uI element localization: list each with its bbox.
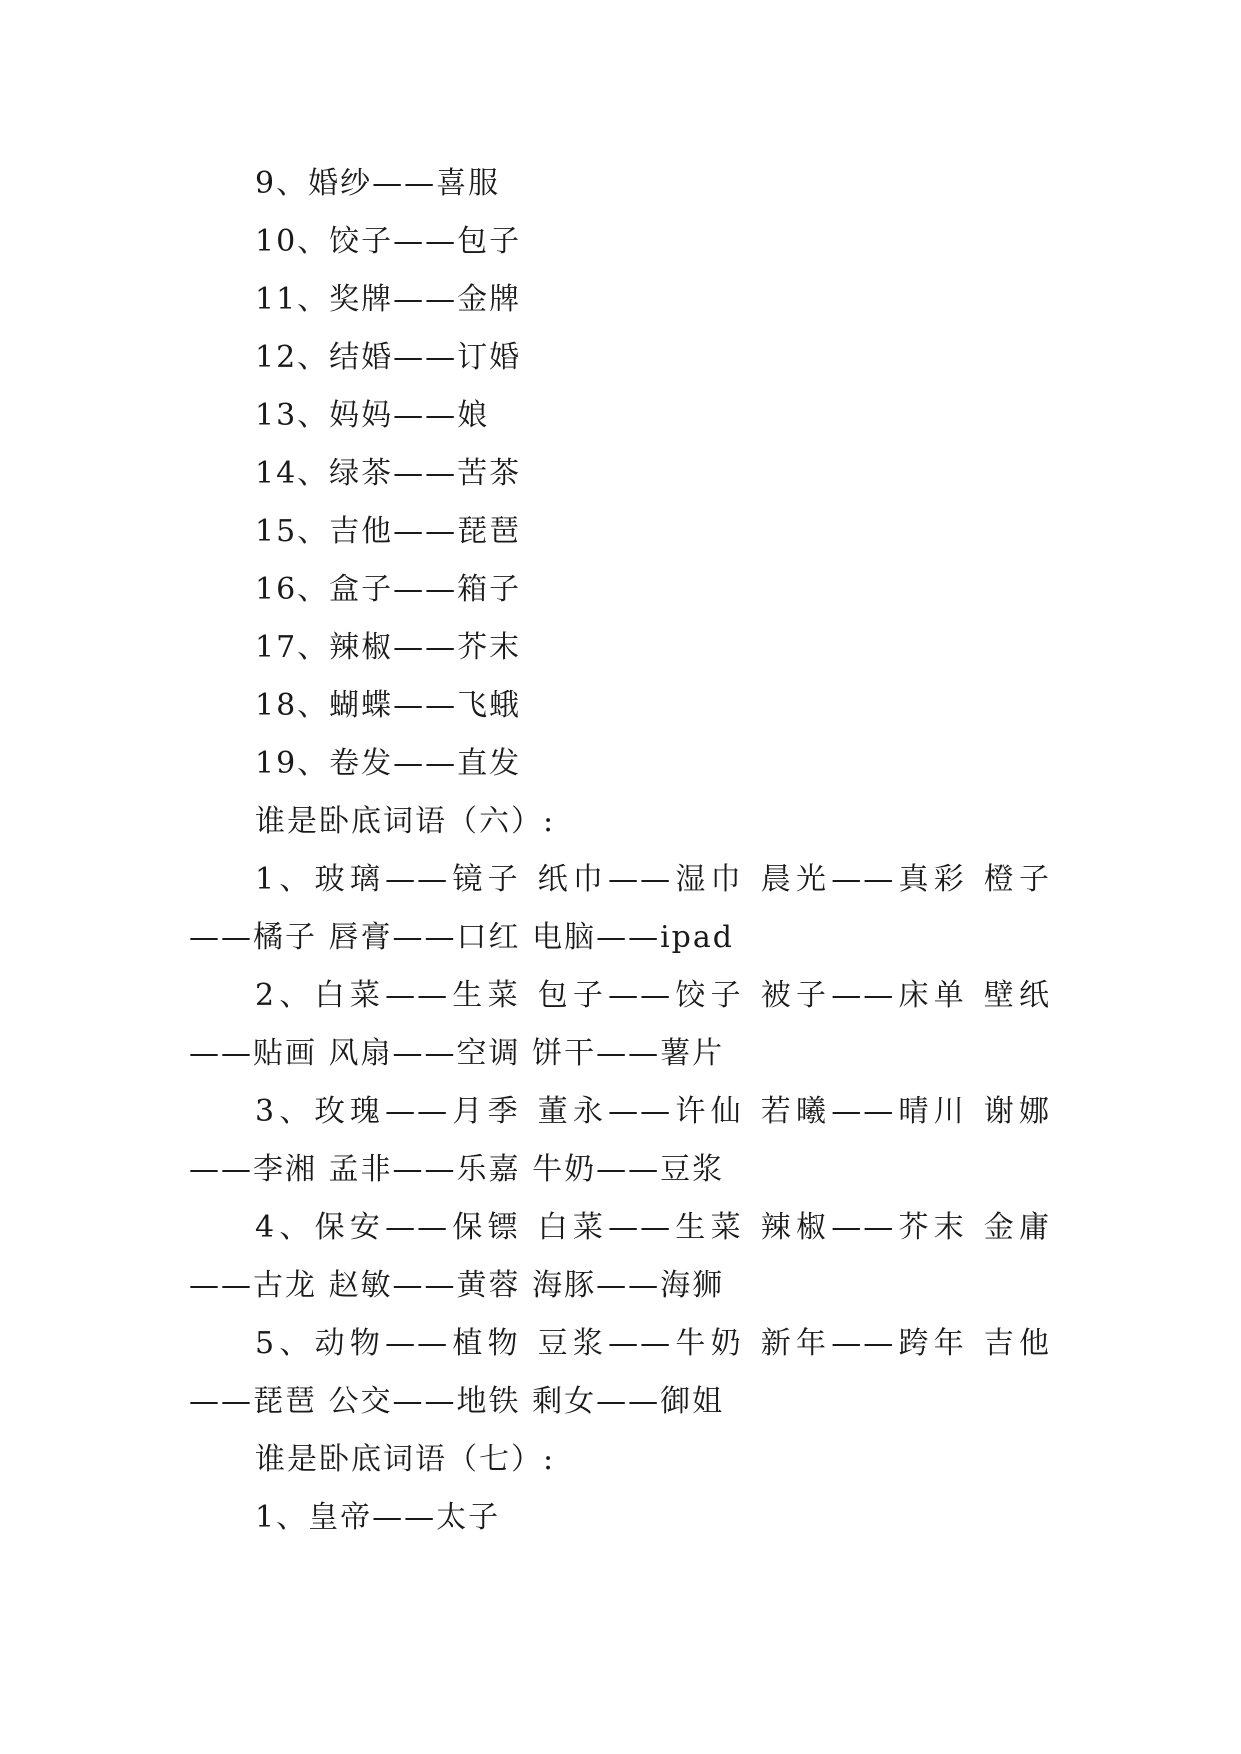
- paragraph-line: ——贴画 风扇——空调 饼干——薯片: [189, 1036, 725, 1071]
- document-body: [189, 155, 1051, 1547]
- paragraph-line: 1、玻璃——镜子 纸巾——湿巾 晨光——真彩 橙子: [255, 862, 1051, 897]
- list-item: 13、妈妈——娘: [255, 398, 490, 433]
- section-heading-7: 谁是卧底词语（七）:: [255, 1442, 556, 1477]
- list-item: 14、绿茶——苦茶: [255, 456, 522, 491]
- list-item: 1、皇帝——太子: [255, 1500, 501, 1535]
- paragraph-line: 4、保安——保镖 白菜——生菜 辣椒——芥末 金庸: [255, 1210, 1051, 1245]
- list-item: 11、奖牌——金牌: [255, 282, 522, 317]
- paragraph-line: 5、动物——植物 豆浆——牛奶 新年——跨年 吉他: [255, 1326, 1051, 1361]
- section-heading-6: 谁是卧底词语（六）:: [255, 804, 556, 839]
- list-item: 12、结婚——订婚: [255, 340, 522, 375]
- paragraph-line: ——琵琶 公交——地铁 剩女——御姐: [189, 1384, 725, 1419]
- list-item: 10、饺子——包子: [255, 224, 522, 259]
- paragraph-line: ——李湘 孟非——乐嘉 牛奶——豆浆: [189, 1152, 725, 1187]
- paragraph-line: 2、白菜——生菜 包子——饺子 被子——床单 壁纸: [255, 978, 1051, 1013]
- paragraph-line: 3、玫瑰——月季 董永——许仙 若曦——晴川 谢娜: [255, 1094, 1051, 1129]
- list-item: 19、卷发——直发: [255, 746, 522, 781]
- list-item: 15、吉他——琵琶: [255, 514, 522, 549]
- list-item: 18、蝴蝶——飞蛾: [255, 688, 522, 723]
- list-item: 16、盒子——箱子: [255, 572, 522, 607]
- paragraph-line: ——橘子 唇膏——口红 电脑——ipad: [189, 920, 734, 955]
- list-item: 17、辣椒——芥末: [255, 630, 522, 665]
- list-item: 9、婚纱——喜服: [255, 166, 501, 201]
- paragraph-line: ——古龙 赵敏——黄蓉 海豚——海狮: [189, 1268, 725, 1303]
